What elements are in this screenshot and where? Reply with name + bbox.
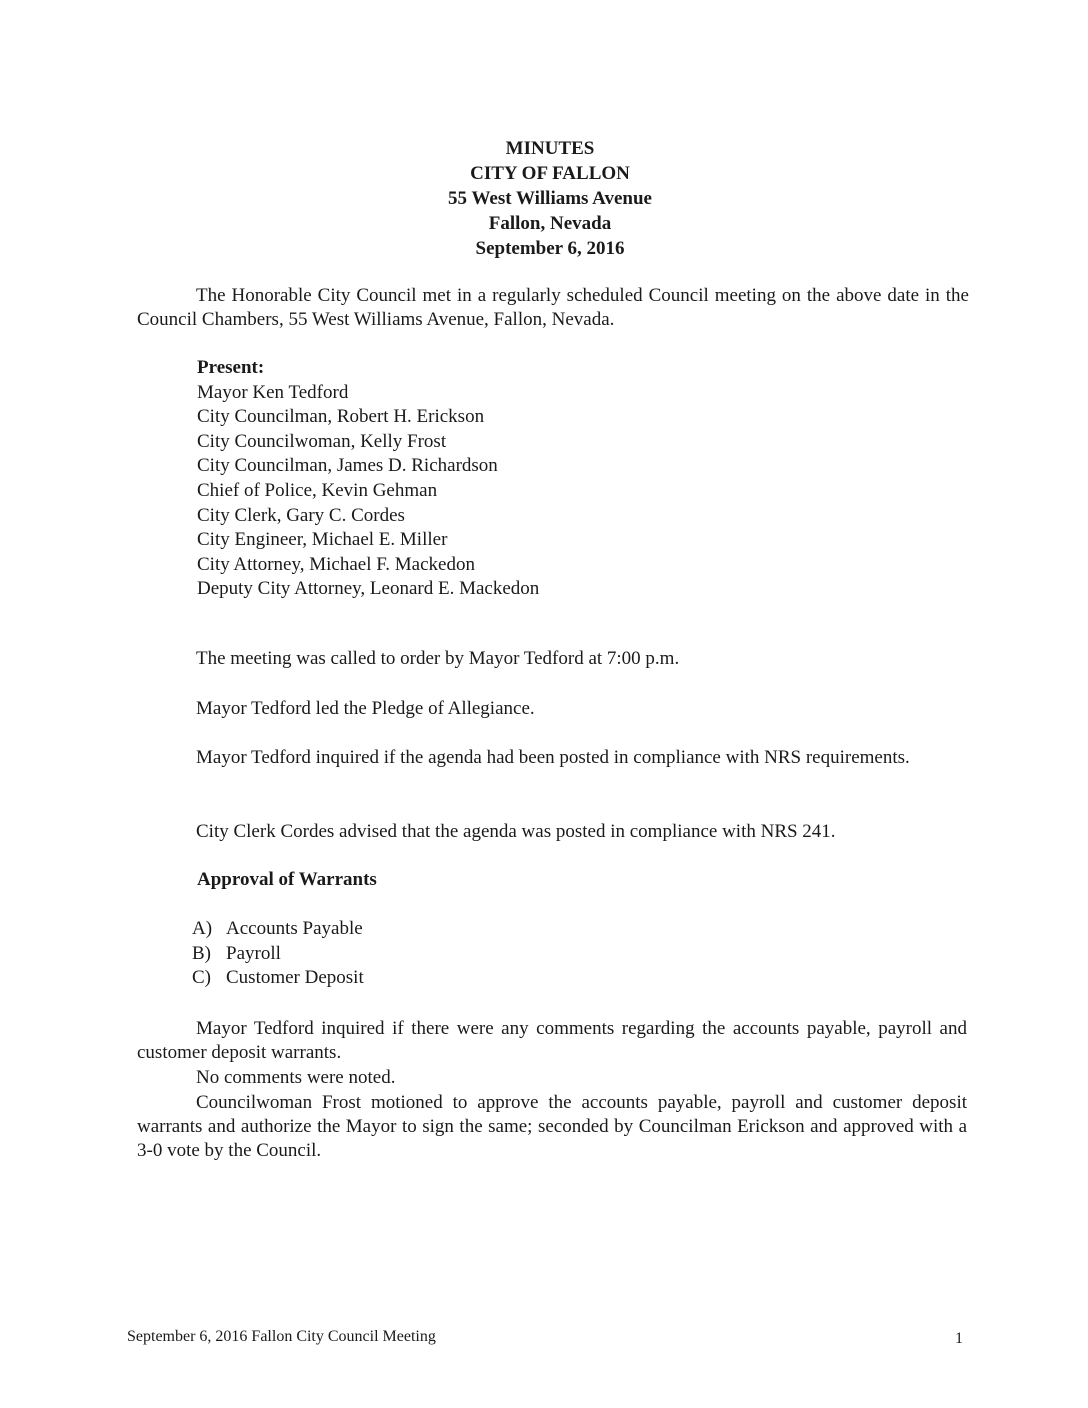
intro-paragraph: The Honorable City Council met in a regularly scheduled Council meeting on the above date in the Council Chambers, 55 West Williams Avenue, Fallon, Nevada. [137,285,969,330]
warrant-letter: A) [192,918,213,939]
warrant-item [192,917,364,942]
attendee-item: Deputy City Attorney, Leonard E. Mackedon [197,578,540,600]
attendee-item: City Councilwoman, Kelly Frost [197,430,447,452]
document-header [0,136,1088,261]
attendee-item: Chief of Police, Kevin Gehman [197,479,438,501]
clerk-advice-paragraph: City Clerk Cordes advised that the agenda was posted in compliance with NRS 241. [196,821,836,842]
warrant-letter: C) [192,967,211,989]
attendee-item: City Clerk, Gary C. Cordes [197,504,405,526]
comment-inquiry-paragraph: Mayor Tedford inquired if there were any comments regarding the accounts payable, payroll and customer deposit warrants. [137,1018,967,1063]
warrants-list [192,917,364,991]
header-title: MINUTES [505,138,595,159]
attendee-item: City Councilman, Robert H. Erickson [197,406,485,428]
warrant-label: Payroll [226,942,281,964]
motion-paragraph: Councilwoman Frost motioned to approve the accounts payable, payroll and customer deposit warrants and authorize the Mayor to sign the same; seconded by Councilman Erickson and approved with a 3-0 vote by the Council. [137,1092,967,1161]
warrant-label: Accounts Payable [226,918,363,939]
header-location: Fallon, Nevada [488,213,612,234]
attendee-item: City Attorney, Michael F. Mackedon [197,553,475,575]
pledge-paragraph: Mayor Tedford led the Pledge of Allegiance. [196,698,535,719]
present-heading: Present: [197,357,265,378]
warrants-heading: Approval of Warrants [197,869,377,890]
call-to-order-paragraph: The meeting was called to order by Mayor Tedford at 7:00 p.m. [196,648,680,669]
warrant-label: Customer Deposit [226,967,364,989]
warrant-letter: B) [192,942,211,964]
attendee-list [197,381,539,602]
attendance-section [197,356,539,602]
header-address: 55 West Williams Avenue [448,188,652,209]
footer-meeting-label: September 6, 2016 Fallon City Council Meeting [127,1328,436,1345]
header-city: CITY OF FALLON [470,163,630,184]
attendee-item: City Engineer, Michael E. Miller [197,529,448,551]
warrant-item [192,966,364,991]
attendee-item: City Councilman, James D. Richardson [197,455,498,477]
agenda-inquiry-paragraph: Mayor Tedford inquired if the agenda had been posted in compliance with NRS requirements. [196,747,910,768]
header-date: September 6, 2016 [475,238,625,259]
no-comments-paragraph: No comments were noted. [196,1067,396,1088]
attendee-item: Mayor Ken Tedford [197,381,349,403]
warrant-item [192,942,364,967]
warrants-list-section [192,917,364,991]
footer-page-number: 1 [955,1330,963,1347]
